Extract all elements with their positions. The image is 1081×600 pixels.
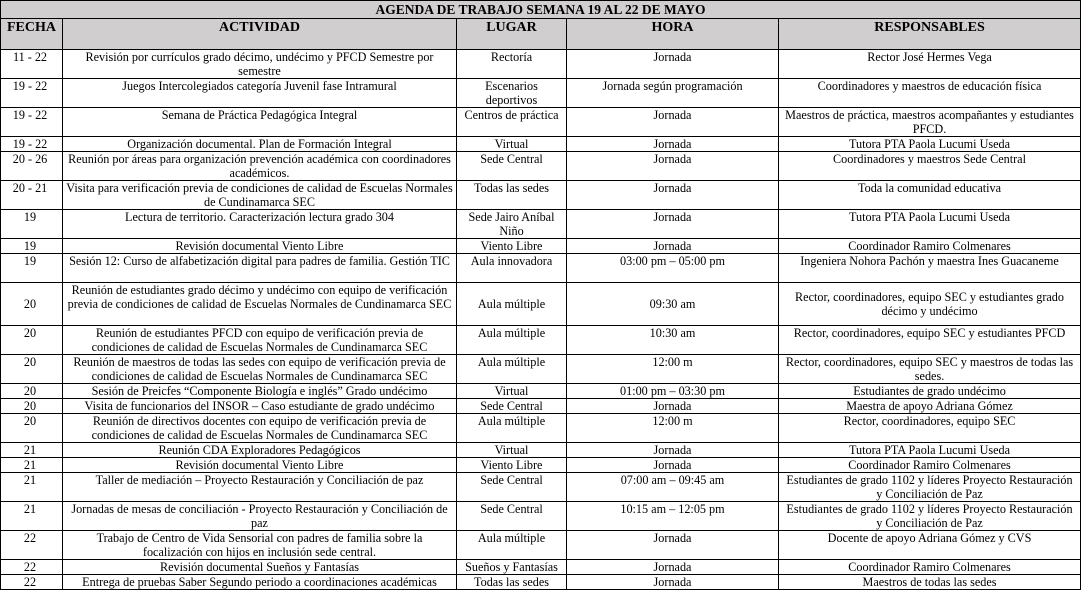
cell-fecha: 19 - 22	[1, 137, 63, 152]
cell-lugar: Virtual	[457, 443, 567, 458]
cell-responsables: Tutora PTA Paola Lucumi Useda	[779, 210, 1081, 239]
cell-responsables: Maestros de práctica, maestros acompañantes y estudiantes PFCD.	[779, 108, 1081, 137]
cell-actividad: Reunión por áreas para organización prevención académica con coordinadores académicos.	[63, 152, 457, 181]
table-row	[1, 108, 1081, 137]
cell-hora: 03:00 pm – 05:00 pm	[567, 254, 779, 283]
cell-hora: Jornada	[567, 531, 779, 560]
cell-fecha: 20	[1, 355, 63, 384]
cell-responsables: Docente de apoyo Adriana Gómez y CVS	[779, 531, 1081, 560]
cell-actividad: Reunión de estudiantes grado décimo y undécimo con equipo de verificación previa de condiciones de calidad de Escuelas Normales de Cundinamarca SEC	[63, 283, 457, 326]
cell-responsables: Rector José Hermes Vega	[779, 50, 1081, 79]
table-row	[1, 79, 1081, 108]
cell-hora: 01:00 pm – 03:30 pm	[567, 384, 779, 399]
cell-responsables: Toda la comunidad educativa	[779, 181, 1081, 210]
cell-lugar: Centros de práctica	[457, 108, 567, 137]
cell-actividad: Trabajo de Centro de Vida Sensorial con padres de familia sobre la focalización con hijos en inclusión sede central.	[63, 531, 457, 560]
table-row	[1, 326, 1081, 355]
cell-lugar: Sede Central	[457, 399, 567, 414]
cell-responsables: Ingeniera Nohora Pachón y maestra Ines Guacaneme	[779, 254, 1081, 283]
header-actividad: ACTIVIDAD	[63, 19, 457, 50]
cell-lugar: Todas las sedes	[457, 181, 567, 210]
cell-actividad: Sesión 12: Curso de alfabetización digital para padres de familia. Gestión TIC	[63, 254, 457, 283]
cell-lugar: Virtual	[457, 384, 567, 399]
cell-actividad: Semana de Práctica Pedagógica Integral	[63, 108, 457, 137]
cell-fecha: 19 - 22	[1, 79, 63, 108]
cell-responsables: Coordinador Ramiro Colmenares	[779, 560, 1081, 575]
cell-responsables: Coordinador Ramiro Colmenares	[779, 239, 1081, 254]
cell-lugar: Sede Central	[457, 502, 567, 531]
cell-lugar: Aula múltiple	[457, 283, 567, 326]
cell-lugar: Sede Central	[457, 473, 567, 502]
cell-lugar: Sueños y Fantasías	[457, 560, 567, 575]
cell-fecha: 19	[1, 254, 63, 283]
cell-hora: 07:00 am – 09:45 am	[567, 473, 779, 502]
cell-responsables: Rector, coordinadores, equipo SEC	[779, 414, 1081, 443]
cell-fecha: 21	[1, 443, 63, 458]
cell-fecha: 22	[1, 575, 63, 590]
cell-fecha: 19 - 22	[1, 108, 63, 137]
cell-actividad: Lectura de territorio. Caracterización lectura grado 304	[63, 210, 457, 239]
cell-hora: 10:15 am – 12:05 pm	[567, 502, 779, 531]
cell-responsables: Rector, coordinadores, equipo SEC y maestros de todas las sedes.	[779, 355, 1081, 384]
cell-hora: Jornada	[567, 108, 779, 137]
cell-fecha: 20	[1, 384, 63, 399]
cell-fecha: 20 - 26	[1, 152, 63, 181]
table-row	[1, 399, 1081, 414]
cell-actividad: Organización documental. Plan de Formación Integral	[63, 137, 457, 152]
cell-actividad: Revisión documental Viento Libre	[63, 458, 457, 473]
cell-responsables: Maestros de todas las sedes	[779, 575, 1081, 590]
cell-actividad: Revisión por currículos grado décimo, undécimo y PFCD Semestre por semestre	[63, 50, 457, 79]
cell-fecha: 19	[1, 210, 63, 239]
cell-hora: Jornada	[567, 458, 779, 473]
cell-responsables: Rector, coordinadores, equipo SEC y estudiantes grado décimo y undécimo	[779, 283, 1081, 326]
table-row	[1, 181, 1081, 210]
table-row	[1, 137, 1081, 152]
cell-fecha: 22	[1, 560, 63, 575]
cell-actividad: Reunión CDA Exploradores Pedagógicos	[63, 443, 457, 458]
cell-actividad: Reunión de estudiantes PFCD con equipo de verificación previa de condiciones de calidad de Escuelas Normales de Cundinamarca SEC	[63, 326, 457, 355]
cell-actividad: Sesión de Preicfes “Componente Biología e inglés” Grado undécimo	[63, 384, 457, 399]
table-row	[1, 355, 1081, 384]
cell-actividad: Jornadas de mesas de conciliación - Proyecto Restauración y Conciliación de paz	[63, 502, 457, 531]
table-row	[1, 458, 1081, 473]
cell-actividad: Juegos Intercolegiados categoría Juvenil fase Intramural	[63, 79, 457, 108]
cell-fecha: 21	[1, 473, 63, 502]
cell-fecha: 20 - 21	[1, 181, 63, 210]
header-hora: HORA	[567, 19, 779, 50]
table-row	[1, 473, 1081, 502]
cell-actividad: Reunión de directivos docentes con equipo de verificación previa de condiciones de calidad de Escuelas Normales de Cundinamarca SEC	[63, 414, 457, 443]
cell-fecha: 20	[1, 326, 63, 355]
cell-lugar: Rectoría	[457, 50, 567, 79]
table-row	[1, 384, 1081, 399]
cell-lugar: Sede Central	[457, 152, 567, 181]
cell-actividad: Taller de mediación – Proyecto Restauración y Conciliación de paz	[63, 473, 457, 502]
cell-actividad: Entrega de pruebas Saber Segundo periodo a coordinaciones académicas	[63, 575, 457, 590]
table-row	[1, 210, 1081, 239]
cell-hora: Jornada según programación	[567, 79, 779, 108]
table-row	[1, 239, 1081, 254]
table-row	[1, 50, 1081, 79]
cell-actividad: Visita de funcionarios del INSOR – Caso estudiante de grado undécimo	[63, 399, 457, 414]
table-row	[1, 531, 1081, 560]
cell-responsables: Estudiantes de grado undécimo	[779, 384, 1081, 399]
cell-lugar: Sede Jairo Aníbal Niño	[457, 210, 567, 239]
cell-actividad: Revisión documental Viento Libre	[63, 239, 457, 254]
cell-hora: Jornada	[567, 399, 779, 414]
cell-actividad: Revisión documental Sueños y Fantasías	[63, 560, 457, 575]
cell-fecha: 20	[1, 399, 63, 414]
cell-lugar: Virtual	[457, 137, 567, 152]
cell-lugar: Viento Libre	[457, 458, 567, 473]
cell-responsables: Rector, coordinadores, equipo SEC y estudiantes PFCD	[779, 326, 1081, 355]
cell-hora: 12:00 m	[567, 414, 779, 443]
table-row	[1, 283, 1081, 326]
cell-lugar: Aula múltiple	[457, 326, 567, 355]
header-responsables: RESPONSABLES	[779, 19, 1081, 50]
cell-hora: 09:30 am	[567, 283, 779, 326]
cell-responsables: Tutora PTA Paola Lucumi Useda	[779, 137, 1081, 152]
cell-actividad: Reunión de maestros de todas las sedes con equipo de verificación previa de condiciones de calidad de Escuelas Normales de Cundinamarca SEC	[63, 355, 457, 384]
cell-lugar: Escenarios deportivos	[457, 79, 567, 108]
cell-lugar: Aula múltiple	[457, 414, 567, 443]
cell-responsables: Estudiantes de grado 1102 y líderes Proyecto Restauración y Conciliación de Paz	[779, 502, 1081, 531]
cell-responsables: Coordinador Ramiro Colmenares	[779, 458, 1081, 473]
cell-hora: Jornada	[567, 50, 779, 79]
cell-fecha: 19	[1, 239, 63, 254]
cell-responsables: Coordinadores y maestros Sede Central	[779, 152, 1081, 181]
cell-fecha: 21	[1, 458, 63, 473]
cell-hora: Jornada	[567, 181, 779, 210]
cell-hora: Jornada	[567, 560, 779, 575]
cell-hora: 10:30 am	[567, 326, 779, 355]
cell-responsables: Coordinadores y maestros de educación física	[779, 79, 1081, 108]
agenda-title: AGENDA DE TRABAJO SEMANA 19 AL 22 DE MAYO	[1, 1, 1081, 19]
table-row	[1, 443, 1081, 458]
cell-hora: Jornada	[567, 443, 779, 458]
table-row	[1, 575, 1081, 590]
cell-actividad: Visita para verificación previa de condiciones de calidad de Escuelas Normales de Cundinamarca SEC	[63, 181, 457, 210]
header-fecha: FECHA	[1, 19, 63, 50]
cell-hora: Jornada	[567, 210, 779, 239]
cell-fecha: 21	[1, 502, 63, 531]
table-row	[1, 502, 1081, 531]
cell-hora: Jornada	[567, 575, 779, 590]
cell-lugar: Aula múltiple	[457, 531, 567, 560]
cell-fecha: 20	[1, 283, 63, 326]
cell-lugar: Aula innovadora	[457, 254, 567, 283]
cell-responsables: Tutora PTA Paola Lucumi Useda	[779, 443, 1081, 458]
table-row	[1, 414, 1081, 443]
cell-responsables: Estudiantes de grado 1102 y líderes Proyecto Restauración y Conciliación de Paz	[779, 473, 1081, 502]
cell-lugar: Aula múltiple	[457, 355, 567, 384]
cell-hora: Jornada	[567, 239, 779, 254]
cell-hora: 12:00 m	[567, 355, 779, 384]
table-row	[1, 152, 1081, 181]
cell-fecha: 20	[1, 414, 63, 443]
cell-fecha: 11 - 22	[1, 50, 63, 79]
cell-responsables: Maestra de apoyo Adriana Gómez	[779, 399, 1081, 414]
header-lugar: LUGAR	[457, 19, 567, 50]
table-row	[1, 560, 1081, 575]
cell-hora: Jornada	[567, 152, 779, 181]
cell-fecha: 22	[1, 531, 63, 560]
cell-lugar: Viento Libre	[457, 239, 567, 254]
cell-lugar: Todas las sedes	[457, 575, 567, 590]
cell-hora: Jornada	[567, 137, 779, 152]
table-row	[1, 254, 1081, 283]
